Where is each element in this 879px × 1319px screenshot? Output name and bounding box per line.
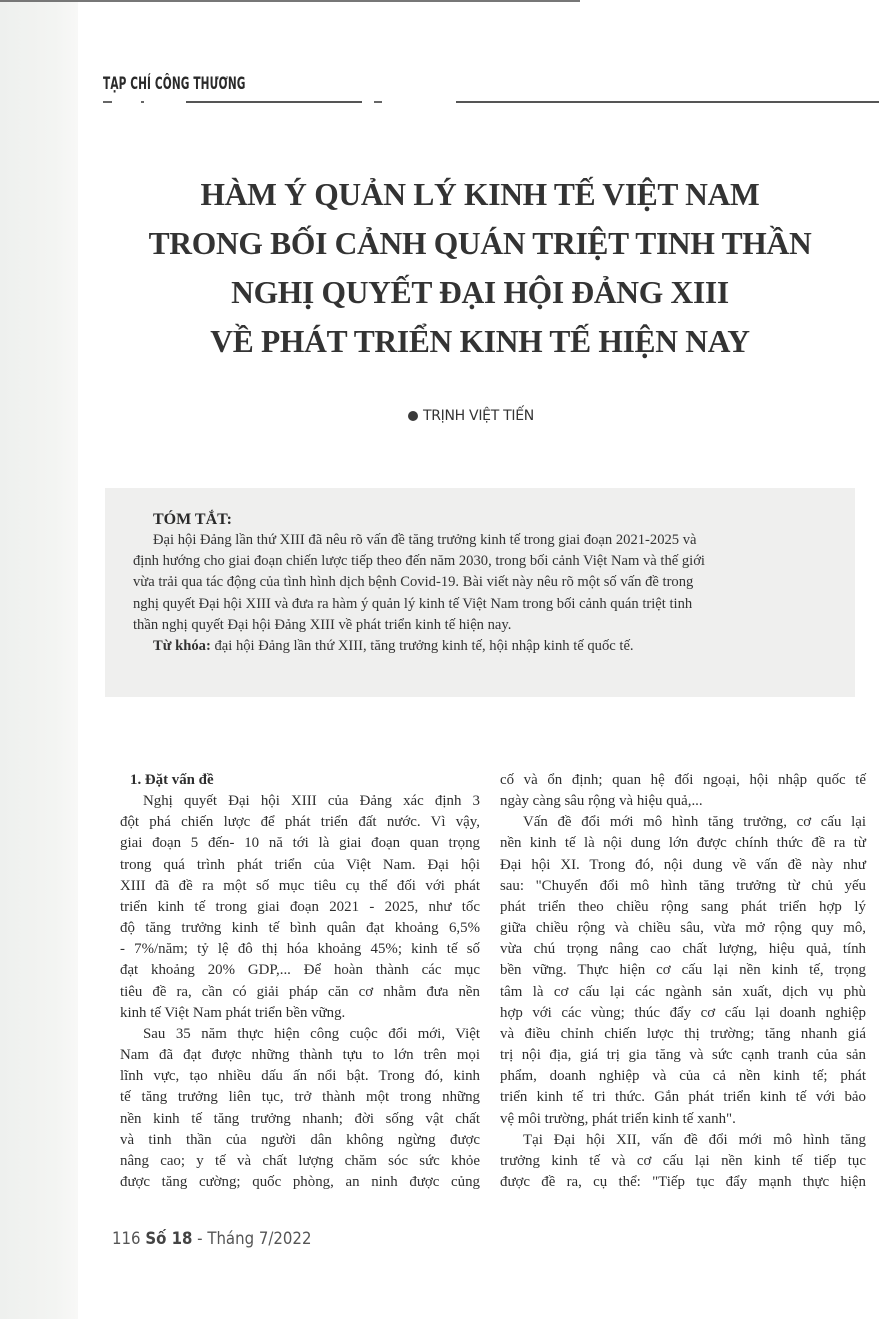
body-line: kinh tế Việt Nam phát triển bền vững.: [120, 1004, 346, 1021]
journal-name: TẠP CHÍ CÔNG THƯƠNG: [103, 74, 246, 94]
header-rule-fragment: [374, 101, 382, 103]
top-edge-line: [0, 0, 580, 2]
body-line: Vấn đề đổi mới mô hình tăng trưởng, cơ cấu lại: [523, 814, 866, 831]
body-line: Đại hội XI. Trong đó, nội dung về vấn đề này như: [500, 856, 866, 873]
body-line: Tại Đại hội XII, vấn đề đổi mới mô hình tăng: [523, 1131, 866, 1148]
body-line: vệ môi trường, phát triển kinh tế xanh".: [500, 1110, 736, 1127]
abstract-line: thần nghị quyết Đại hội Đảng XIII về phát triển kinh tế hiện nay.: [133, 616, 512, 633]
author-name: TRỊNH VIỆT TIẾN: [423, 408, 534, 424]
body-line: - 7%/năm; tỷ lệ đô thị hóa khoảng 45%; kinh tế số: [120, 941, 480, 958]
body-line: và tinh thần của người dân không ngừng được: [120, 1131, 480, 1148]
body-line: Sau 35 năm thực hiện công cuộc đổi mới, Việt: [143, 1025, 480, 1042]
page-number: 116: [112, 1229, 141, 1249]
body-line: trưởng kinh tế và cơ cấu lại nền kinh tế tiếp tục: [500, 1152, 866, 1169]
body-column-left: [120, 770, 480, 1193]
body-line: Nam đã đạt được những thành tựu to lớn trên mọi: [120, 1047, 480, 1064]
page-footer: [112, 1229, 311, 1249]
body-line: lĩnh vực, tạo nhiều dấu ấn nổi bật. Trong đó, kinh: [120, 1068, 480, 1085]
issue-date: Tháng 7/2022: [207, 1229, 312, 1249]
author-byline: [408, 408, 534, 424]
body-line: nền kinh tế tăng trưởng nhanh; đời sống vật chất: [120, 1110, 480, 1127]
body-line: XIII đã đề ra một số mục tiêu cụ thể đối với phát: [120, 877, 480, 894]
keywords-label: Từ khóa:: [153, 638, 211, 655]
title-line: NGHỊ QUYẾT ĐẠI HỘI ĐẢNG XIII: [231, 275, 729, 310]
issue-number: Số 18: [145, 1229, 193, 1249]
body-line: giai đoạn 5 đến- 10 nă tới là giai đoạn quan trọng: [120, 835, 480, 852]
header-rule: [456, 101, 879, 103]
header-rule-fragment: [141, 101, 144, 103]
body-line: độ tăng trưởng kinh tế bình quân đạt khoảng 6,5%: [120, 920, 480, 937]
body-line: tế tăng trưởng liên tục, trở thành một trong những: [120, 1089, 480, 1106]
body-line: triển kinh tế trong giai đoạn 2021 - 2025, như tốc: [120, 898, 480, 915]
body-line: ngày càng sâu rộng và hiệu quả,...: [500, 793, 703, 810]
abstract-keywords: [133, 636, 845, 657]
body-line: được đề ra, cụ thể: "Tiếp tục đẩy mạnh thực hiện: [500, 1173, 866, 1190]
body-line: triển kinh tế tri thức. Gắn phát triển kinh tế với bảo: [500, 1089, 866, 1106]
abstract-line: định hướng cho giai đoạn chiến lược tiếp theo đến năm 2030, trong bối cảnh Việt Nam và thế giới: [133, 553, 705, 570]
body-column-right: [500, 770, 866, 1193]
body-line: tiêu đề ra, cần có giải pháp căn cơ nhằm đưa nền: [120, 983, 480, 1000]
title-line: TRONG BỐI CẢNH QUÁN TRIỆT TINH THẦN: [148, 226, 812, 261]
body-line: trong quá trình phát triển của Việt Nam. Đại hội: [120, 856, 480, 873]
body-line: nền kinh tế là nội dung lớn được chính thức đề ra từ: [500, 835, 866, 852]
body-line: Nghị quyết Đại hội XIII của Đảng xác định 3: [143, 793, 480, 810]
body-line: đạt khoảng 20% GDP,... Để hoàn thành các mục: [120, 962, 480, 979]
abstract-line: Đại hội Đảng lần thứ XIII đã nêu rõ vấn đề tăng trưởng kinh tế trong giai đoạn 2021-2025 và: [153, 532, 697, 548]
abstract-line: vừa trải qua tác động của tình hình dịch bệnh Covid-19. Bài viết này nêu rõ một số vấn đề trong: [133, 574, 694, 591]
page-margin-strip: [0, 0, 78, 1319]
body-line: cố và ổn định; quan hệ đối ngoại, hội nhập quốc tế: [500, 772, 866, 788]
title-line: HÀM Ý QUẢN LÝ KINH TẾ VIỆT NAM: [200, 177, 760, 212]
body-line: vừa chú trọng nâng cao chất lượng, hiệu quả, tính: [500, 941, 866, 958]
body-line: phẩm, doanh nghiệp và của cả nền kinh tế; phát: [500, 1068, 866, 1085]
header-rule-fragment: [103, 101, 112, 103]
header-rule: [186, 101, 362, 103]
body-line: giữa chiều rộng và chiều sâu, vừa mở rộng quy mô,: [500, 920, 866, 937]
body-line: trị nội địa, giá trị gia tăng và sức cạnh tranh của sản: [500, 1047, 866, 1064]
section-heading: 1. Đặt vấn đề: [130, 772, 214, 788]
footer-separator: -: [192, 1229, 208, 1249]
body-line: phát triển theo chiều rộng sang phát triển hợp lý: [500, 898, 866, 915]
body-line: bền vững. Thực hiện cơ cấu lại nền kinh tế, trọng: [500, 962, 866, 979]
body-line: nâng cao; y tế và chất lượng chăm sóc sức khỏe: [120, 1152, 480, 1169]
title-line: VỀ PHÁT TRIỂN KINH TẾ HIỆN NAY: [210, 324, 750, 359]
body-line: tâm là cơ cấu lại các ngành sản xuất, dịch vụ phù: [500, 983, 866, 1000]
body-line: sau: "Chuyển đổi mô hình tăng trưởng từ chủ yếu: [500, 877, 866, 894]
body-line: được tăng cường; quốc phòng, an ninh được củng: [120, 1173, 480, 1190]
body-line: đột phá chiến lược để phát triển đất nước. Vì vậy,: [120, 814, 480, 831]
body-line: và điều chỉnh chiến lược thị trường; tăng nhanh giá: [500, 1025, 866, 1042]
abstract-body: [133, 530, 845, 657]
bullet-icon: [408, 411, 418, 421]
abstract-heading: TÓM TẮT:: [153, 511, 232, 528]
abstract-line: nghị quyết Đại hội XIII và đưa ra hàm ý quản lý kinh tế Việt Nam trong bối cảnh quán triệt tinh: [133, 595, 693, 612]
article-title: [110, 170, 850, 366]
keywords-text: đại hội Đảng lần thứ XIII, tăng trưởng kinh tế, hội nhập kinh tế quốc tế.: [210, 638, 634, 655]
body-line: hợp với các vùng; thúc đẩy cơ cấu lại doanh nghiệp: [500, 1004, 866, 1021]
